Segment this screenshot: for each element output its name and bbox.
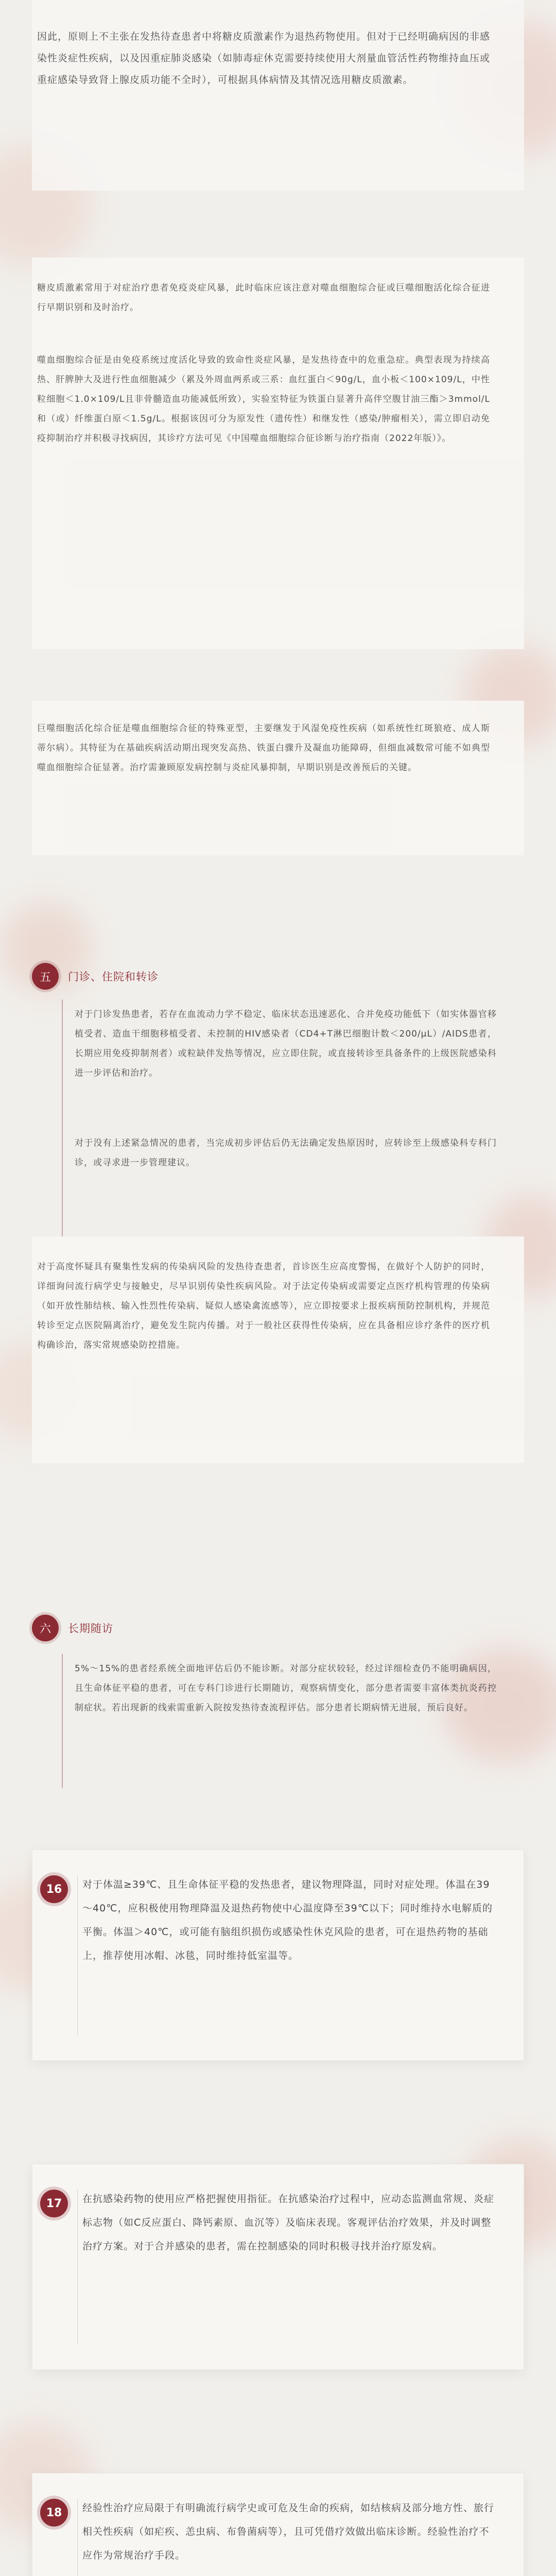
section-5-paragraph-2: 对于没有上述紧急情况的患者，当完成初步评估后仍无法确定发热原因时，应转诊至上级感染科专科门诊，或寻求进一步管理建议。 [75,1138,497,1168]
item-divider-line [77,2190,78,2344]
section-5-paragraph-1: 对于门诊发热患者，若存在血流动力学不稳定、临床状态迅速恶化、合并免疫功能低下（如实体器官移植受者、造血干细胞移植受者、未控制的HIV感染者（CD4+T淋巴细胞计数＜200/μL）/AIDS患者，长期应用免疫抑制剂者）或粒缺伴发热等情况，应立即住院，或直接转诊至具备条件的上级医院感染科进一步评估和治疗。 [75,1009,497,1078]
item-text: 经验性治疗应局限于有明确流行病学史或可危及生命的疾病，如结核病及部分地方性、旅行相关性疾病（如疟疾、恙虫病、布鲁菌病等），且可凭借疗效做出临床诊断。经验性治疗不应作为常规治疗手段。 [82,2502,495,2561]
section-number-badge: 五 [32,963,59,990]
item-text: 对于体温≥39℃、且生命体征平稳的发热患者，建议物理降温，同时对症处理。体温在39～40℃，应积极使用物理降温及退热药物使中心温度降至39℃以下；同时维持水电解质的平衡。体温＞40℃，或可能有脑组织损伤或感染性休克风险的患者，可在退热药物的基础上，推荐使用冰帽、冰毯，同时维持低室温等。 [82,1879,493,1961]
mas-paragraph: 巨噬细胞活化综合征是噬血细胞综合征的特殊亚型，主要继发于风湿免疫性疾病（如系统性红斑狼疮、成人斯蒂尔病）。其特征为在基础疾病活动期出现突发高热、铁蛋白骤升及凝血功能障碍，但细血减数常可能不如典型噬血细胞综合征显著。治疗需兼顾原发病控制与炎症风暴抑制，早期识别是改善预后的关键。 [37,723,490,773]
item-number-badge: 17 [40,2190,68,2217]
item-text: 在抗感染药物的使用应严格把握使用指征。在抗感染治疗过程中，应动态监测血常规、炎症标志物（如C反应蛋白、降钙素原、血沉等）及临床表现。客观评估治疗效果，并及时调整治疗方案。对于合并感染的患者，需在控制感染的同时积极寻找并治疗原发病。 [82,2193,495,2252]
section-5-header [32,961,159,992]
item-number-badge: 18 [40,2499,68,2527]
section-6-header [32,1613,113,1643]
section-title: 长期随访 [68,1622,113,1635]
item-number-badge: 16 [40,1875,68,1903]
item-divider-line [77,2499,78,2576]
item-divider-line [77,1875,78,2035]
section-number-badge: 六 [32,1615,59,1641]
section-6-paragraph: 5%～15%的患者经系统全面地评估后仍不能诊断。对部分症状较轻，经过详细检查仍不能明确病因，且生命体征平稳的患者，可在专科门诊进行长期随访，观察病情变化，部分患者需要丰富体类抗炎药控制症状。若出现新的线索需重新入院按发热待查流程评估。部分患者长期病情无进展，预后良好。 [75,1664,497,1713]
hlh-paragraph-1: 糖皮质激素常用于对症治疗患者免疫炎症风暴，此时临床应该注意对噬血细胞综合征或巨噬细胞活化综合征进行早期识别和及时治疗。 [37,283,490,313]
intro-paragraph: 因此，原则上不主张在发热待查患者中将糖皮质激素作为退热药物使用。但对于已经明确病因的非感染性炎症性疾病，以及因重症肺炎感染（如肺毒症休克需要持续使用大剂量血管活性药物维持血压或重症感染导致肾上腺皮质功能不全时），可根据具体病情及其情况选用糖皮质激素。 [37,31,491,86]
section-5-paragraph-3: 对于高度怀疑具有聚集性发病的传染病风险的发热待查患者，首诊医生应高度警惕，在做好个人防护的同时，详细询问流行病学史与接触史，尽早识别传染性疾病风险。对于法定传染病或需要定点医疗机构管理的传染病（如开放性肺结核、输入性烈性传染病、疑似人感染禽流感等），应立即按要求上报疾病预防控制机构，并规范转诊至定点医院隔离治疗，避免发生院内传播。对于一般社区获得性传染病，应在具备相应诊疗条件的医疗机构确诊治，落实常规感染防控措施。 [37,1262,490,1350]
hlh-paragraph-2: 噬血细胞综合征是由免疫系统过度活化导致的致命性炎症风暴，是发热待查中的危重急症。典型表现为持续高热、肝脾肿大及进行性血细胞减少（累及外周血两系或三系：血红蛋白＜90g/L，血小板＜100×109/L，中性粒细胞＜1.0×109/L且非骨髓造血功能减低所致），实验室特征为铁蛋白显著升高伴空腹甘油三酯＞3mmol/L和（或）纤维蛋白原＜1.5g/L。根据该因可分为原发性（遗传性）和继发性（感染/肿瘤相关），需立即启动免疫抑制治疗并积极寻找病因，其诊疗方法可见《中国噬血细胞综合征诊断与治疗指南（2022年版）》。 [37,355,490,444]
section-5-side-line [62,999,63,1236]
section-title: 门诊、住院和转诊 [68,971,159,983]
section-6-side-line [62,1654,63,1788]
